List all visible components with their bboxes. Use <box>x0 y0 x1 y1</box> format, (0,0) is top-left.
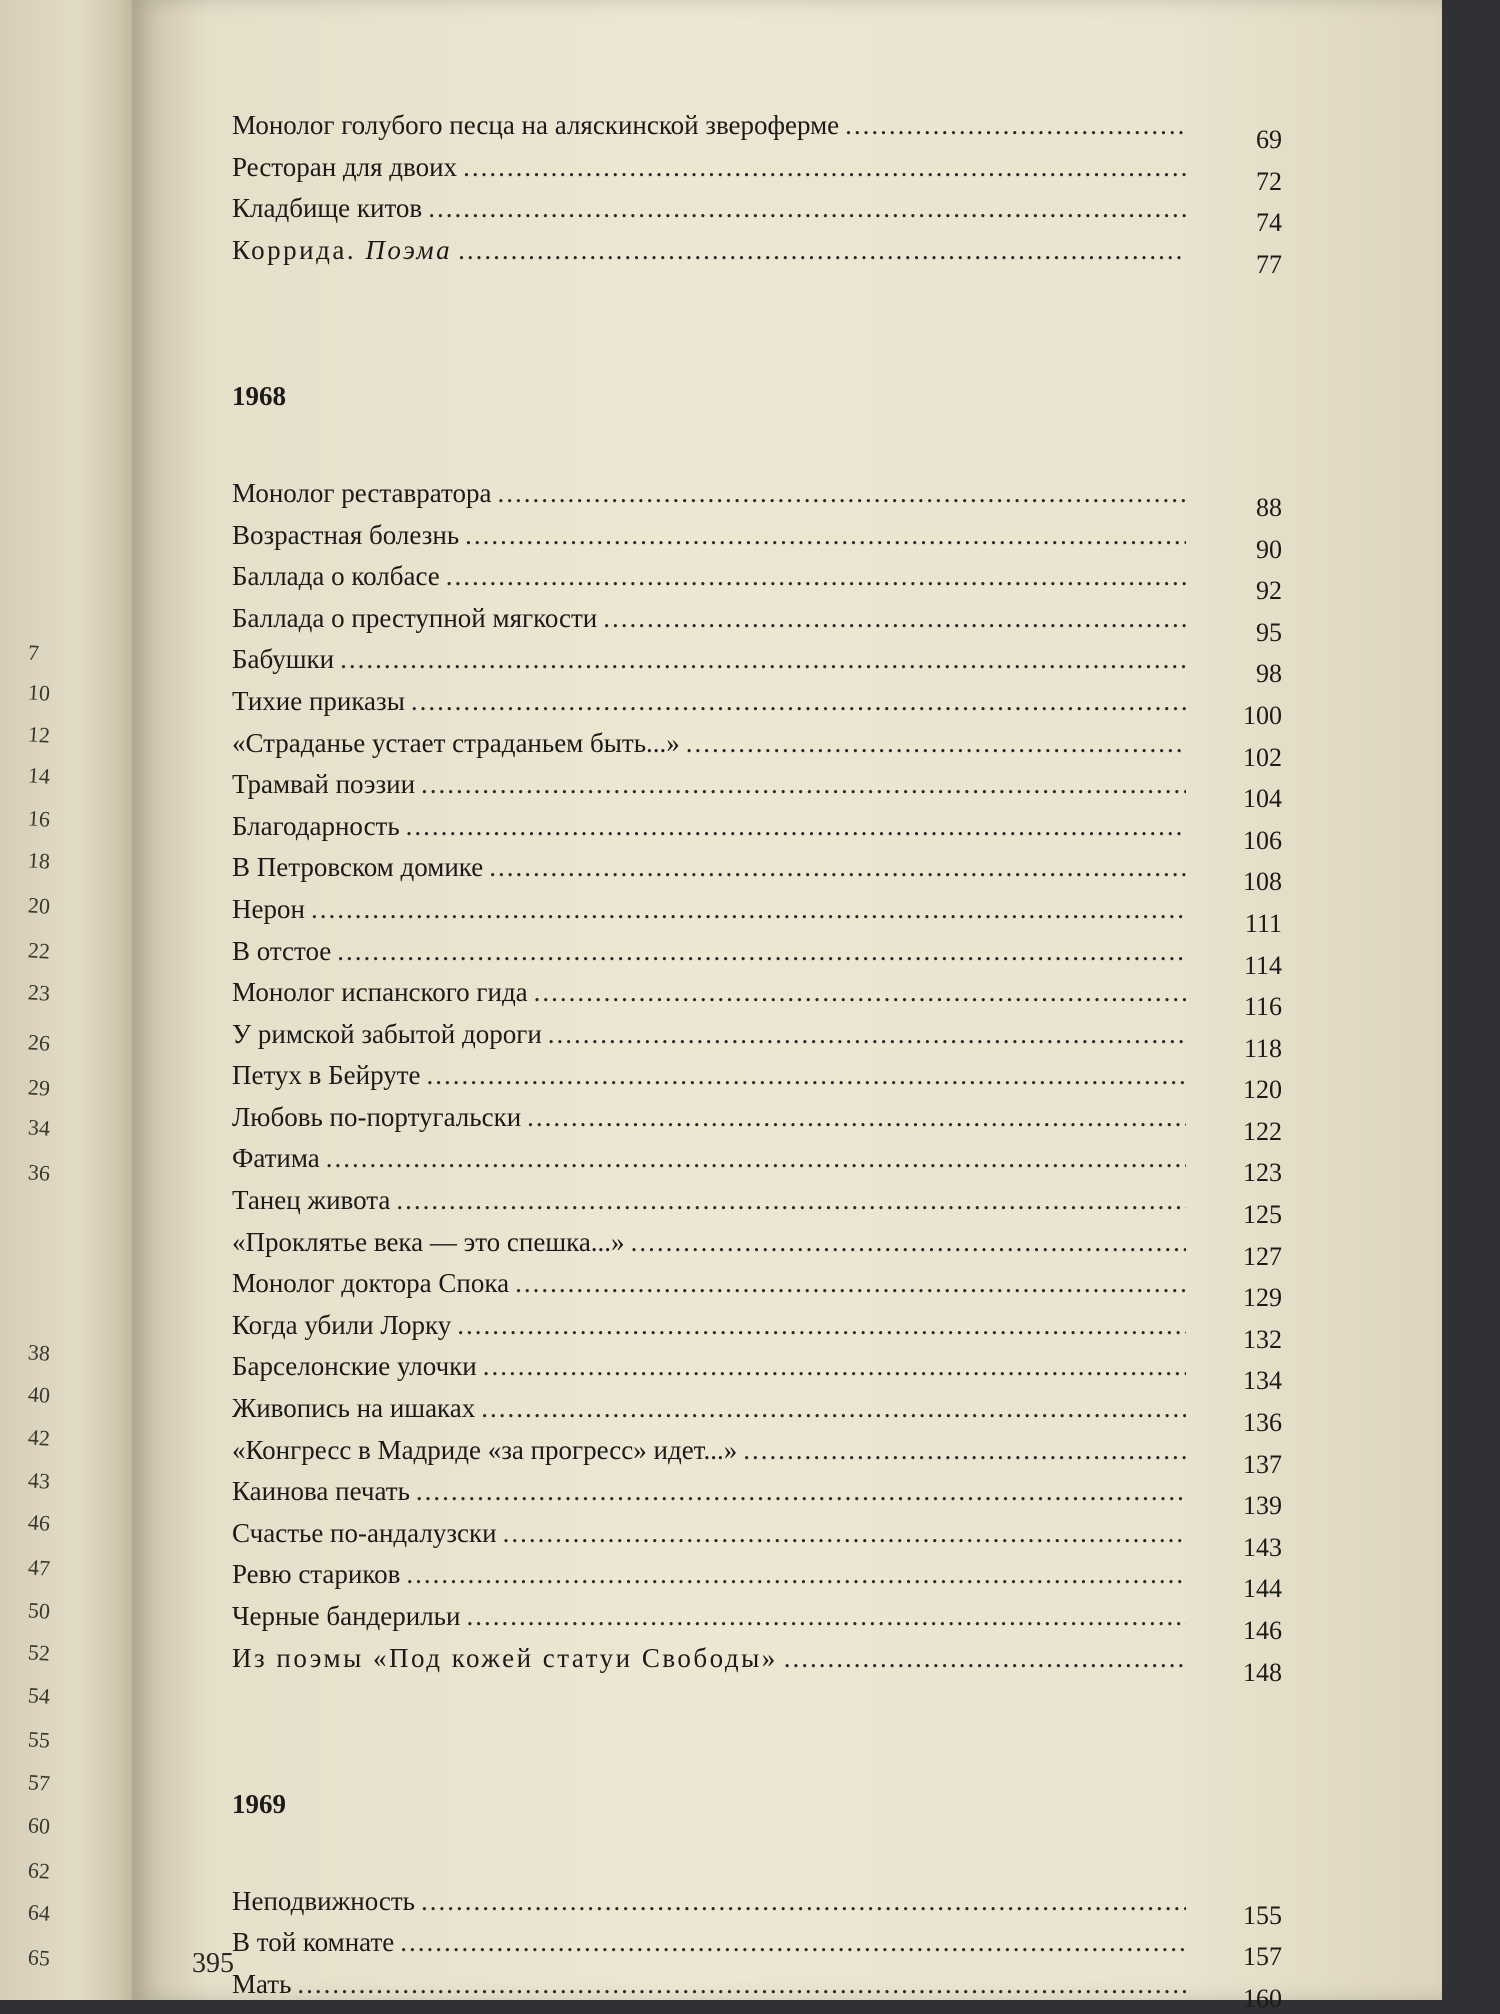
toc-entry-title <box>232 603 597 634</box>
toc-page-number: 118 <box>1243 1033 1282 1063</box>
toc-page-number: 123 <box>1243 1158 1282 1188</box>
toc-entry-title <box>232 1060 421 1091</box>
toc-entry[interactable] <box>232 1310 1282 1352</box>
toc-entry[interactable] <box>232 728 1282 770</box>
toc-entry-title-text: Кладбище китов <box>232 193 423 224</box>
toc-entry[interactable] <box>232 1227 1282 1269</box>
facing-page-number: 57 <box>27 1769 51 1796</box>
toc-entry[interactable] <box>232 1969 1282 2011</box>
toc-page-number: 90 <box>1256 534 1282 564</box>
dot-leader <box>463 152 1186 183</box>
toc-page-number: 157 <box>1243 1942 1282 1972</box>
facing-page-number: 12 <box>27 721 51 748</box>
toc-entry[interactable] <box>232 977 1282 1022</box>
book-page <box>132 0 1442 2013</box>
toc-entry-title <box>232 1601 460 1632</box>
toc-page-number: 148 <box>1243 1657 1282 1687</box>
dot-leader <box>406 811 1186 842</box>
toc-entry[interactable] <box>232 1268 1282 1313</box>
toc-entry-title <box>232 520 459 551</box>
dot-leader <box>503 1518 1186 1549</box>
toc-entry[interactable] <box>232 1927 1282 1972</box>
toc-entry[interactable] <box>232 1143 1282 1188</box>
toc-page-number: 143 <box>1243 1532 1282 1562</box>
toc-entry[interactable] <box>232 769 1282 814</box>
toc-entry-title <box>232 1102 521 1133</box>
toc-entry-title-text: Фатима <box>232 1143 320 1174</box>
dot-leader <box>466 1601 1186 1632</box>
toc-entry-subtitle: Поэма <box>365 234 453 265</box>
toc-entry-title <box>232 1927 394 1958</box>
toc-entry-title-text: Черные бандерильи <box>232 1601 461 1631</box>
facing-page-number: 7 <box>27 639 40 666</box>
toc-entry-title <box>232 152 457 183</box>
toc-page-number: 146 <box>1243 1616 1282 1645</box>
facing-page-number: 50 <box>27 1597 51 1624</box>
toc-page-number: 106 <box>1243 825 1282 855</box>
toc-entry-title-text: Петух в Бейруте <box>232 1060 421 1091</box>
toc-entry-title <box>232 1435 737 1466</box>
section-year-heading: 1969 <box>232 1789 286 1820</box>
dot-leader <box>428 193 1186 224</box>
toc-entry-title-text: Нерон <box>232 893 305 924</box>
toc-entry[interactable] <box>232 1559 1282 1604</box>
toc-entry-title <box>232 728 680 759</box>
dot-leader <box>340 644 1186 675</box>
toc-entry[interactable] <box>232 1185 1282 1230</box>
toc-entry[interactable] <box>232 561 1282 606</box>
toc-entry-title-text: Любовь по-португальски <box>232 1101 522 1132</box>
dot-leader <box>497 478 1186 509</box>
toc-page-number: 102 <box>1243 742 1282 772</box>
toc-page-number: 139 <box>1243 1491 1282 1521</box>
toc-entry-title-text: У римской забытой дороги <box>232 1018 542 1049</box>
toc-entry[interactable] <box>232 1518 1282 1560</box>
toc-entry-title <box>232 1268 509 1299</box>
facing-page-numbers <box>0 0 120 2000</box>
toc-page-number: 144 <box>1243 1574 1282 1604</box>
toc-entry-title-text: Ревю стариков <box>232 1559 401 1590</box>
toc-entry-title-text: Барселонские улочки <box>232 1351 477 1382</box>
toc-entry-title-text: Тихие приказы <box>232 685 405 716</box>
toc-entry-title-text: В Петровском домике <box>232 852 484 883</box>
facing-page-number: 46 <box>27 1509 51 1536</box>
toc-entry[interactable] <box>232 1102 1282 1144</box>
toc-entry-title <box>232 1143 320 1174</box>
dot-leader <box>416 1476 1186 1507</box>
toc-entry-title <box>232 644 334 675</box>
dot-leader <box>311 894 1186 925</box>
toc-entry-title <box>232 1886 415 1917</box>
dot-leader <box>458 235 1186 266</box>
toc-page-number: 132 <box>1243 1324 1282 1354</box>
toc-entry[interactable] <box>232 193 1282 238</box>
toc-entry-title-text: Коррида. <box>232 234 357 265</box>
dot-leader <box>421 1886 1186 1917</box>
toc-page-number: 100 <box>1243 700 1282 730</box>
toc-entry[interactable] <box>232 1435 1282 1477</box>
table-of-contents <box>232 110 1282 2011</box>
toc-entry-title <box>232 1310 451 1341</box>
page-folio: 395 <box>192 1948 234 1979</box>
toc-entry-title <box>232 1393 475 1424</box>
toc-entry-title <box>232 478 491 509</box>
facing-page-number: 16 <box>27 805 51 832</box>
toc-entry[interactable] <box>232 1351 1282 1396</box>
facing-page-number: 62 <box>27 1857 51 1884</box>
toc-entry-title <box>232 1227 625 1258</box>
toc-page-number: 125 <box>1243 1200 1282 1230</box>
dot-leader <box>400 1927 1186 1958</box>
dot-leader <box>427 1060 1186 1091</box>
toc-entry-title-text: Ресторан для двоих <box>232 151 458 182</box>
toc-page-number: 134 <box>1243 1366 1282 1396</box>
toc-page-number: 77 <box>1256 249 1282 279</box>
dot-leader <box>489 852 1186 883</box>
toc-entry-title <box>232 1969 291 2000</box>
toc-entry-title-text: В отстое <box>232 935 332 966</box>
facing-page-number: 10 <box>27 679 51 706</box>
toc-entry-title-text: Счастье по-андалузски <box>232 1517 497 1548</box>
toc-entry-title-text: Живопись на ишаках <box>232 1393 476 1424</box>
facing-page-number: 34 <box>27 1114 51 1141</box>
section-year-heading: 1968 <box>232 381 286 412</box>
toc-entry-title <box>232 193 422 224</box>
toc-entry[interactable] <box>232 1393 1282 1438</box>
toc-entry-title-text: Монолог голубого песца на аляскинской звероферме <box>232 110 840 140</box>
toc-page-number: 111 <box>1244 908 1282 938</box>
facing-page-number: 40 <box>27 1381 51 1408</box>
facing-page-number: 60 <box>27 1812 51 1839</box>
toc-entry-title <box>232 936 331 967</box>
toc-page-number: 137 <box>1243 1449 1282 1479</box>
toc-entry-title <box>232 235 452 266</box>
dot-leader <box>483 1351 1186 1382</box>
toc-entry-title-text: Возрастная болезнь <box>232 519 460 550</box>
dot-leader <box>396 1185 1186 1216</box>
toc-entry-title <box>232 852 483 883</box>
toc-entry-title <box>232 811 400 842</box>
toc-entry-title-text: Монолог доктора Спока <box>232 1268 510 1299</box>
dot-leader <box>845 110 1186 141</box>
toc-page-number: 160 <box>1243 1983 1282 2013</box>
toc-entry[interactable] <box>232 478 1282 520</box>
toc-entry-title-text: Каинова печать <box>232 1476 410 1507</box>
toc-entry-title <box>232 1185 390 1216</box>
facing-page-number: 38 <box>27 1339 51 1366</box>
facing-page-number: 14 <box>27 762 51 789</box>
facing-page-number: 55 <box>27 1726 51 1753</box>
dot-leader <box>446 561 1186 592</box>
toc-entry[interactable] <box>232 1643 1282 1685</box>
toc-entry[interactable] <box>232 852 1282 897</box>
dot-leader <box>743 1435 1186 1466</box>
toc-entry[interactable] <box>232 811 1282 853</box>
toc-entry-title-text: Монолог реставратора <box>232 477 492 508</box>
toc-entry-title-text: Неподвижность <box>232 1885 415 1916</box>
toc-page-number: 108 <box>1243 867 1282 897</box>
toc-entry-title <box>232 894 305 925</box>
dot-leader <box>784 1643 1186 1674</box>
toc-page-number: 136 <box>1243 1408 1282 1438</box>
dot-leader <box>631 1227 1186 1258</box>
facing-page-number: 52 <box>27 1639 51 1666</box>
toc-entry[interactable] <box>232 894 1282 936</box>
toc-page-number: 98 <box>1256 659 1282 689</box>
toc-entry[interactable] <box>232 1019 1282 1061</box>
facing-page-number: 18 <box>27 847 51 874</box>
toc-entry[interactable] <box>232 644 1282 689</box>
toc-entry-title <box>232 1476 410 1507</box>
toc-page-number: 74 <box>1256 208 1282 238</box>
toc-entry-title <box>232 1351 477 1382</box>
toc-entry-title <box>232 686 405 717</box>
facing-page-number: 64 <box>27 1899 51 1926</box>
toc-entry-title-text: «Страданье устает страданьем быть...» <box>232 727 680 758</box>
toc-entry-title-text: Баллада о колбасе <box>232 561 440 592</box>
toc-entry-title-text: Трамвай поэзии <box>232 769 416 800</box>
facing-page-number: 42 <box>27 1424 51 1451</box>
facing-page-number: 36 <box>27 1159 51 1186</box>
toc-entry[interactable] <box>232 520 1282 562</box>
dot-leader <box>515 1268 1186 1299</box>
toc-page-number: 88 <box>1256 492 1282 522</box>
toc-entry-title-text: В той комнате <box>232 1927 395 1958</box>
toc-page-number: 92 <box>1256 576 1282 606</box>
toc-entry-title-text: Из поэмы «Под кожей статуи Свободы» <box>232 1642 778 1673</box>
facing-page-number: 47 <box>27 1554 51 1581</box>
toc-entry-title-text: Баллада о преступной мягкости <box>232 602 598 633</box>
toc-page-number: 116 <box>1243 992 1282 1022</box>
dot-leader <box>406 1559 1186 1590</box>
dot-leader <box>603 603 1186 634</box>
facing-page-number: 20 <box>27 892 51 919</box>
dot-leader <box>421 769 1186 800</box>
facing-page-number: 22 <box>27 937 51 964</box>
toc-entry-title <box>232 561 440 592</box>
facing-page-number: 23 <box>27 979 51 1006</box>
toc-page-number: 95 <box>1256 617 1282 647</box>
facing-page <box>0 0 140 2000</box>
dot-leader <box>411 686 1186 717</box>
dot-leader <box>548 1019 1186 1050</box>
toc-entry[interactable] <box>232 686 1282 728</box>
toc-entry[interactable] <box>232 1476 1282 1521</box>
toc-entry-title <box>232 1019 542 1050</box>
toc-entry[interactable] <box>232 1060 1282 1105</box>
dot-leader <box>297 1969 1186 2000</box>
toc-entry-title-text: Монолог испанского гида <box>232 977 528 1008</box>
facing-page-number: 26 <box>27 1029 51 1056</box>
toc-page-number: 122 <box>1243 1116 1282 1146</box>
toc-entry[interactable] <box>232 936 1282 978</box>
toc-entry-title-text: Благодарность <box>232 810 400 841</box>
toc-page-number: 104 <box>1243 784 1282 814</box>
toc-page-number: 155 <box>1243 1900 1282 1930</box>
toc-entry-title <box>232 110 839 141</box>
toc-entry[interactable] <box>232 1886 1282 1928</box>
toc-entry-title-text: Танец живота <box>232 1185 391 1216</box>
toc-entry-title <box>232 1518 497 1549</box>
dot-leader <box>527 1102 1186 1133</box>
toc-page-number: 69 <box>1256 125 1282 154</box>
toc-entry-title <box>232 1643 778 1674</box>
dot-leader <box>326 1143 1186 1174</box>
toc-entry-title-text: Бабушки <box>232 644 335 675</box>
toc-page-number: 129 <box>1243 1283 1282 1313</box>
dot-leader <box>337 936 1186 967</box>
toc-entry-title <box>232 1559 400 1590</box>
toc-entry-title <box>232 769 415 800</box>
toc-entry[interactable] <box>232 1601 1282 1643</box>
dot-leader <box>465 520 1186 551</box>
toc-entry[interactable] <box>232 235 1282 277</box>
facing-page-number: 54 <box>27 1682 51 1709</box>
toc-entry[interactable] <box>232 152 1282 194</box>
toc-page-number: 120 <box>1243 1075 1282 1105</box>
dot-leader <box>534 977 1186 1008</box>
toc-page-number: 127 <box>1243 1241 1282 1271</box>
toc-page-number: 72 <box>1256 166 1282 196</box>
toc-entry-title-text: Мать <box>232 1968 292 1999</box>
dot-leader <box>457 1310 1186 1341</box>
facing-page-number: 65 <box>27 1944 51 1971</box>
toc-entry-title-text: «Проклятье века — это спешка...» <box>232 1226 625 1257</box>
facing-page-number: 43 <box>27 1467 51 1494</box>
toc-page-number: 114 <box>1243 950 1282 980</box>
toc-entry-title-text: «Конгресс в Мадриде «за прогресс» идет...» <box>232 1434 738 1465</box>
toc-entry-title <box>232 977 528 1008</box>
dot-leader <box>686 728 1186 759</box>
dot-leader <box>481 1393 1186 1424</box>
toc-entry[interactable] <box>232 603 1282 645</box>
facing-page-number: 29 <box>27 1074 51 1101</box>
toc-entry-title-text: Когда убили Лорку <box>232 1309 452 1340</box>
toc-entry[interactable] <box>232 110 1282 152</box>
